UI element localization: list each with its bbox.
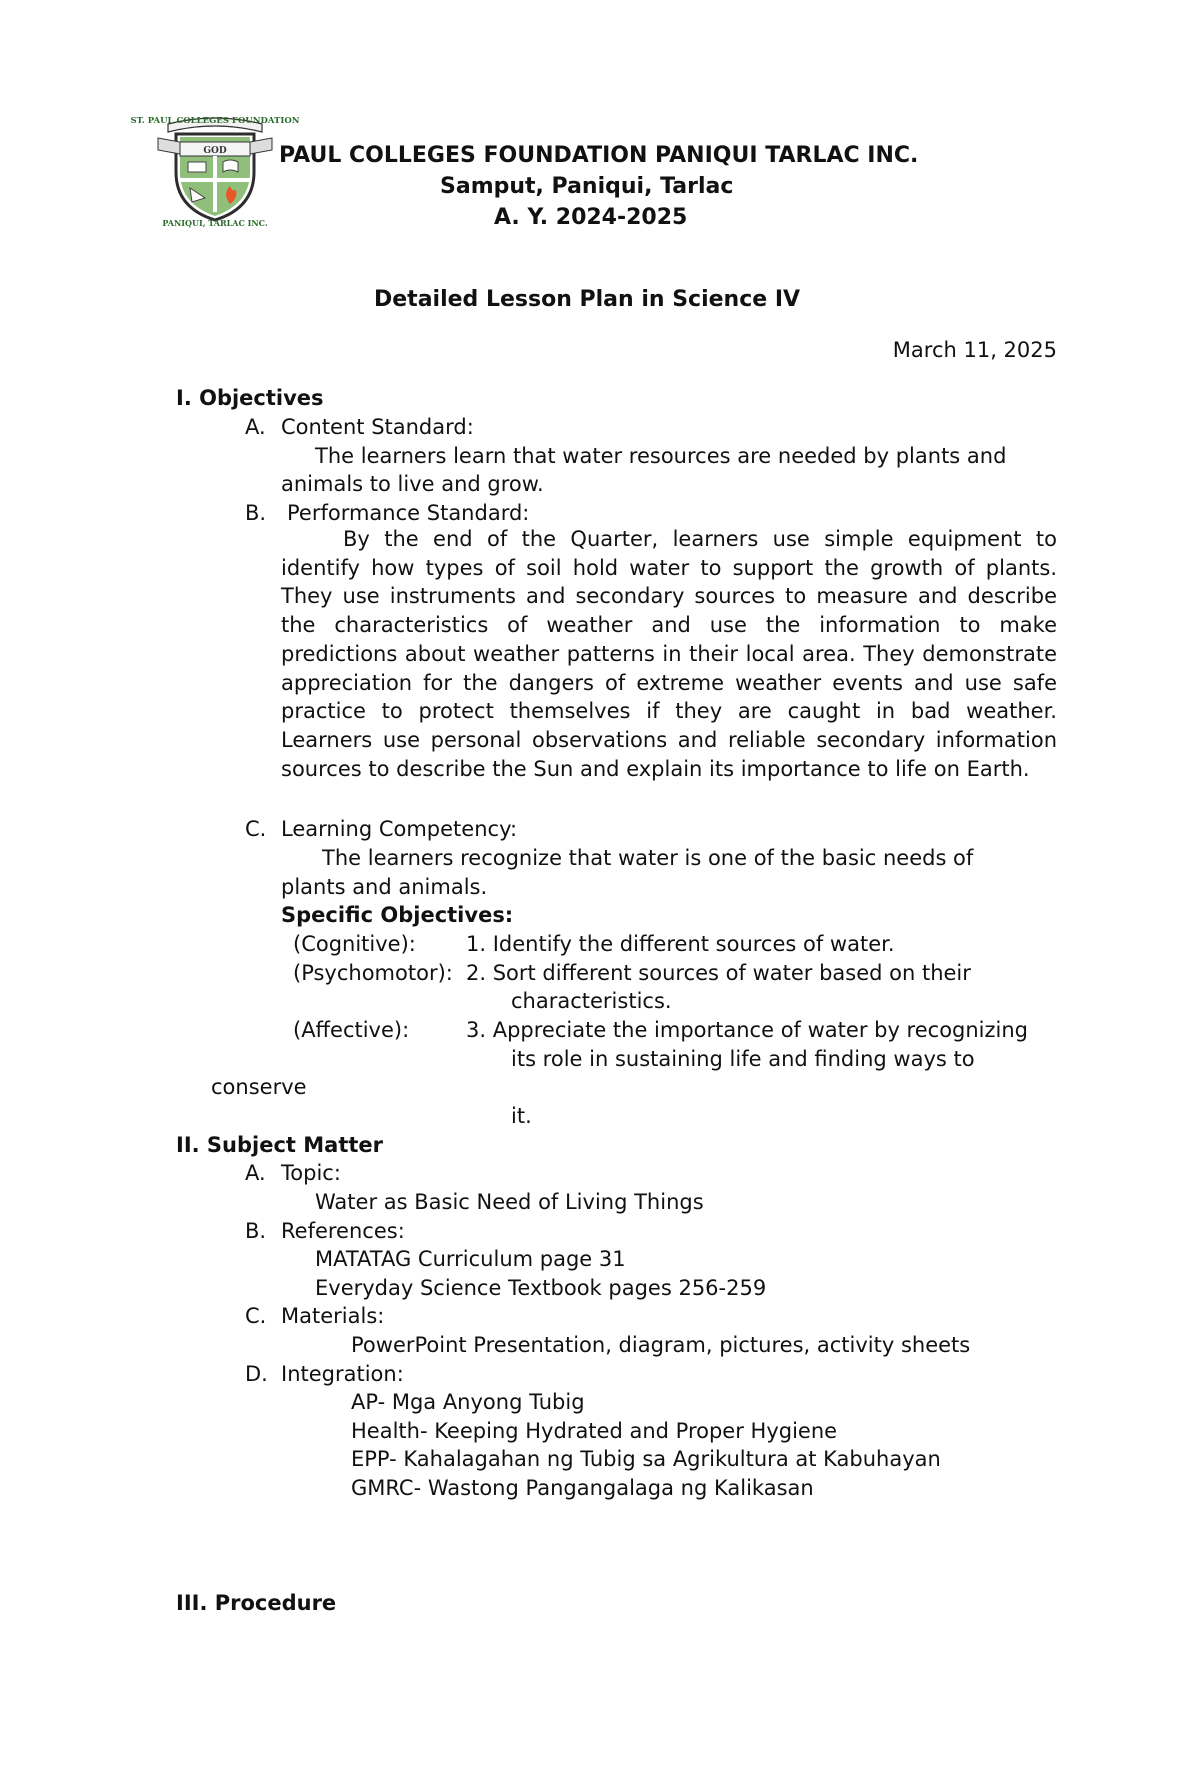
- logo-top-text: ST. PAUL COLLEGES FOUNDATION: [130, 116, 300, 126]
- performance-standard-text: By the end of the Quarter, learners use simple equipment to identify how types of soil hold water to support the growth of plants. They use instruments and secondary sources to measure and describe the characteristics of weather and use the information to make predictions about weather patterns in their local area. They demonstrate appreciation for the dangers of extreme weather events and use safe practice to protect themselves if they are caught in bad weather. Learners use personal observations and reliable secondary information sources to describe the Sun and explain its importance to life on Earth.: [281, 527, 1057, 781]
- learning-competency-label: C.: [245, 817, 267, 841]
- psychomotor-label: (Psychomotor):: [293, 961, 453, 985]
- integration-label: D.: [245, 1362, 268, 1386]
- logo-bottom-text: PANIQUI, TARLAC INC.: [162, 218, 268, 228]
- materials-label: C.: [245, 1304, 267, 1328]
- affective-objective-2: its role in sustaining life and finding ways to: [511, 1047, 975, 1071]
- affective-objective-4: it.: [511, 1104, 532, 1128]
- materials-title: Materials:: [281, 1304, 385, 1328]
- school-name: PAUL COLLEGES FOUNDATION PANIQUI TARLAC INC.: [279, 143, 919, 168]
- references-label: B.: [245, 1219, 267, 1243]
- topic-text: Water as Basic Need of Living Things: [315, 1190, 704, 1214]
- reference-item: MATATAG Curriculum page 31: [315, 1247, 626, 1271]
- specific-objectives-heading: Specific Objectives:: [281, 903, 514, 927]
- topic-label: A.: [245, 1161, 266, 1185]
- performance-standard-label: B.: [245, 501, 267, 525]
- affective-label: (Affective):: [293, 1018, 410, 1042]
- performance-standard-title: Performance Standard:: [287, 501, 530, 525]
- objectives-heading: I. Objectives: [176, 386, 324, 410]
- school-logo: [130, 110, 300, 228]
- cognitive-label: (Cognitive):: [293, 932, 416, 956]
- integration-title: Integration:: [281, 1362, 404, 1386]
- content-standard-title: Content Standard:: [281, 415, 474, 439]
- materials-text: PowerPoint Presentation, diagram, pictures, activity sheets: [351, 1333, 971, 1357]
- references-title: References:: [281, 1219, 405, 1243]
- learning-competency-title: Learning Competency:: [281, 817, 518, 841]
- school-address: Samput, Paniqui, Tarlac: [440, 174, 734, 199]
- integration-item: GMRC- Wastong Pangangalaga ng Kalikasan: [351, 1476, 814, 1500]
- document-title: Detailed Lesson Plan in Science IV: [374, 287, 801, 312]
- integration-item: Health- Keeping Hydrated and Proper Hygiene: [351, 1419, 838, 1443]
- lesson-date: March 11, 2025: [892, 338, 1057, 362]
- subject-matter-heading: II. Subject Matter: [176, 1133, 384, 1157]
- integration-item: AP- Mga Anyong Tubig: [351, 1390, 585, 1414]
- integration-item: EPP- Kahalagahan ng Tubig sa Agrikultura at Kabuhayan: [351, 1447, 941, 1471]
- logo-motto: GOD: [203, 146, 227, 156]
- learning-competency-text-1: The learners recognize that water is one of the basic needs of: [322, 846, 974, 870]
- topic-title: Topic:: [281, 1161, 341, 1185]
- academic-year: A. Y. 2024-2025: [494, 205, 688, 230]
- content-standard-text-2: animals to live and grow.: [281, 472, 544, 496]
- procedure-heading: III. Procedure: [176, 1591, 337, 1615]
- content-standard-text-1: The learners learn that water resources are needed by plants and: [315, 444, 1007, 468]
- affective-objective-1: 3. Appreciate the importance of water by recognizing: [466, 1018, 1029, 1042]
- content-standard-label: A.: [245, 415, 266, 439]
- psychomotor-objective-1: 2. Sort different sources of water based on their: [466, 961, 971, 985]
- learning-competency-text-2: plants and animals.: [281, 875, 488, 899]
- psychomotor-objective-2: characteristics.: [511, 989, 672, 1013]
- reference-item: Everyday Science Textbook pages 256-259: [315, 1276, 767, 1300]
- cognitive-objective: 1. Identify the different sources of water.: [466, 932, 895, 956]
- affective-objective-3: conserve: [211, 1075, 307, 1099]
